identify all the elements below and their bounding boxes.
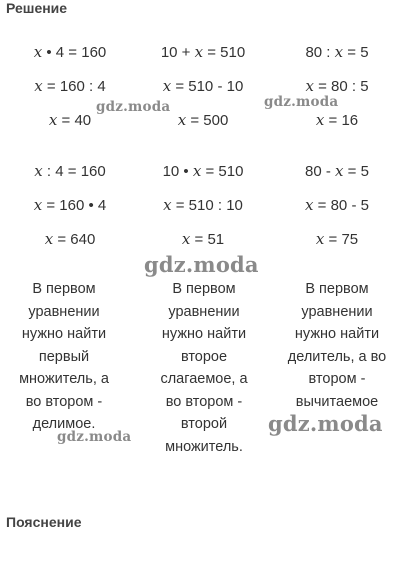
equation-post: = 80 : 5 — [313, 78, 369, 95]
equation-line — [5, 230, 135, 248]
equation-pre: 80 - — [305, 163, 336, 180]
explanation-line: В первом — [172, 281, 236, 297]
explanation-line: уравнении — [168, 303, 240, 320]
equation-variable: x — [34, 162, 43, 180]
equation-post: = 75 — [324, 231, 359, 248]
equation-line — [272, 111, 402, 129]
explanation-line: В первом — [32, 281, 96, 297]
equation-variable: x — [177, 111, 187, 129]
solution-heading: Решение — [6, 0, 68, 16]
watermark: gdz.moda — [57, 429, 132, 445]
equation-variable: x — [163, 196, 172, 214]
explanation-line: во втором - — [25, 393, 103, 410]
equation-line — [272, 43, 402, 61]
equation-variable: x — [33, 196, 43, 214]
equation-variable: x — [334, 43, 344, 61]
explanation-line: множитель. — [165, 438, 243, 455]
equation-line — [5, 77, 135, 95]
equation-variable: x — [44, 230, 54, 248]
explanation-line: втором - — [308, 371, 366, 387]
equation-line — [138, 77, 268, 95]
explanation-block — [145, 278, 263, 458]
equation-post: = 500 — [186, 112, 229, 129]
equation-variable: x — [192, 162, 202, 180]
explanation-line: нужно найти — [21, 326, 107, 342]
equation-post: = 510 — [203, 44, 246, 61]
equation-post: = 5 — [343, 44, 369, 61]
equation-post: : 4 = 160 — [42, 163, 106, 180]
explanation-line: уравнении — [28, 303, 100, 320]
equation-variable: x — [335, 162, 344, 180]
explanation-block — [278, 278, 396, 413]
watermark: gdz.moda — [264, 94, 339, 110]
equation-post: = 510 : 10 — [171, 197, 243, 214]
equation-variable: x — [315, 111, 325, 129]
explanation-line: делимое. — [32, 416, 96, 432]
watermark: gdz.moda — [96, 99, 171, 115]
equation-variable: x — [194, 43, 204, 61]
equation-variable: x — [305, 196, 314, 214]
equation-pre: 10 + — [160, 44, 195, 61]
equation-variable: x — [162, 77, 172, 95]
equation-post: = 510 - 10 — [171, 78, 244, 95]
equation-variable: x — [48, 111, 58, 129]
equation-line — [272, 162, 402, 180]
equation-post: = 80 - 5 — [313, 197, 369, 214]
equation-post: = 640 — [53, 231, 96, 248]
equation-variable: x — [33, 43, 43, 61]
watermark: gdz.moda — [144, 252, 259, 277]
explanation-line: второй — [180, 416, 228, 432]
explanation-block — [5, 278, 123, 436]
equation-line — [5, 162, 135, 180]
equation-post: • 4 = 160 — [42, 44, 107, 61]
explanation-heading: Пояснение — [6, 514, 82, 530]
equation-line — [138, 196, 268, 214]
explanation-line: нужно найти — [294, 326, 380, 342]
watermark: gdz.moda — [268, 411, 383, 436]
equation-variable: x — [305, 77, 314, 95]
equation-pre: 10 • — [162, 163, 193, 180]
explanation-line: уравнении — [301, 303, 373, 320]
explanation-line: делитель, а во — [287, 348, 387, 365]
equation-line — [272, 77, 402, 95]
explanation-line: второе — [180, 348, 228, 365]
equation-post: = 16 — [324, 112, 359, 129]
explanation-line: слагаемое, а — [160, 371, 248, 387]
explanation-line: вычитаемое — [295, 393, 379, 410]
equation-line — [5, 43, 135, 61]
equation-variable: x — [181, 230, 191, 248]
equation-post: = 160 : 4 — [42, 78, 106, 95]
equation-variable: x — [315, 230, 325, 248]
equation-post: = 40 — [57, 112, 92, 129]
equation-line — [138, 43, 268, 61]
equation-pre: 80 : — [305, 44, 335, 61]
equation-post: = 510 — [201, 163, 244, 180]
explanation-line: во втором - — [165, 393, 243, 410]
equation-post: = 160 • 4 — [42, 197, 107, 214]
explanation-line: нужно найти — [161, 326, 247, 342]
equation-line — [272, 196, 402, 214]
explanation-line: первый — [38, 348, 90, 365]
equation-line — [272, 230, 402, 248]
equation-post: = 5 — [343, 163, 369, 180]
equation-line — [138, 230, 268, 248]
equation-line — [5, 196, 135, 214]
equation-variable: x — [34, 77, 43, 95]
explanation-line: В первом — [305, 281, 369, 297]
explanation-line: множитель, а — [19, 371, 109, 387]
equation-post: = 51 — [190, 231, 225, 248]
equation-line — [138, 162, 268, 180]
